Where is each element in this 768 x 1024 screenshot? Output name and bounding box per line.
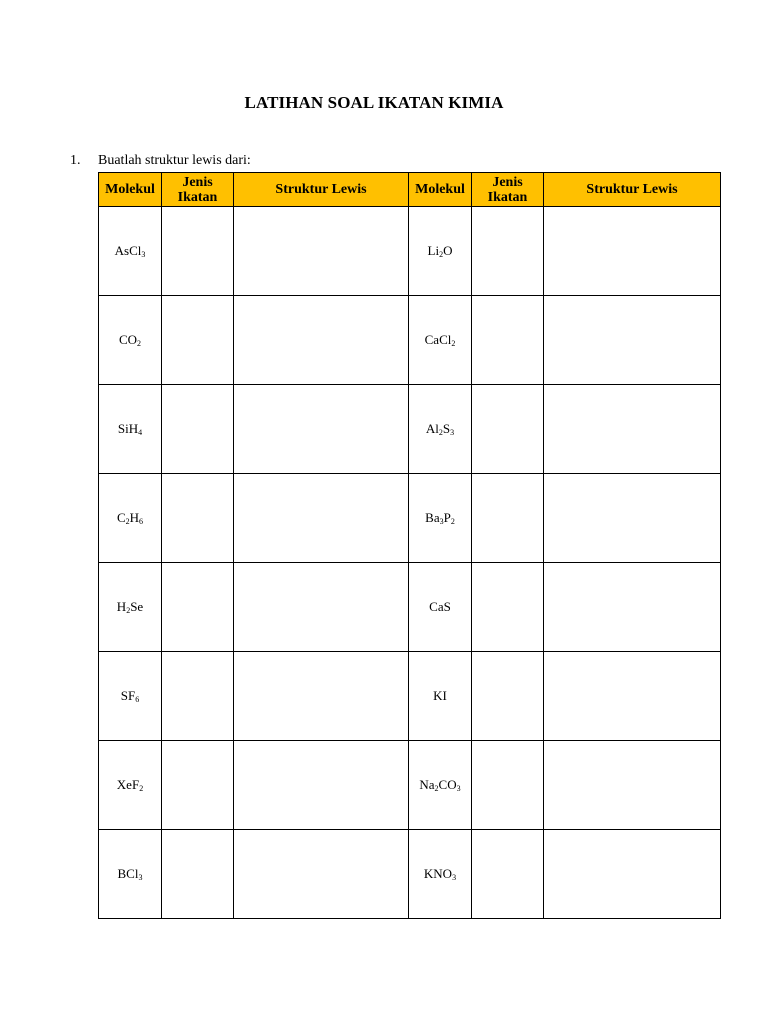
formula-subscript: 3 xyxy=(452,873,457,882)
jenis-ikatan-answer-right[interactable] xyxy=(472,474,544,563)
jenis-ikatan-answer-left[interactable] xyxy=(162,563,234,652)
struktur-lewis-answer-right[interactable] xyxy=(544,385,721,474)
formula-text: KI xyxy=(433,688,447,703)
struktur-lewis-answer-right[interactable] xyxy=(544,741,721,830)
struktur-lewis-answer-left[interactable] xyxy=(234,207,409,296)
formula-subscript: 2 xyxy=(451,339,456,348)
molecule-cell-right xyxy=(409,830,472,919)
table-row xyxy=(99,296,721,385)
struktur-lewis-answer-right[interactable] xyxy=(544,563,721,652)
jenis-ikatan-answer-right[interactable] xyxy=(472,296,544,385)
jenis-ikatan-answer-right[interactable] xyxy=(472,830,544,919)
table-row xyxy=(99,830,721,919)
formula-subscript: 2 xyxy=(434,784,439,793)
header-jenis-line1: Jenis xyxy=(492,174,523,190)
jenis-ikatan-answer-left[interactable] xyxy=(162,652,234,741)
molecule-cell-left xyxy=(99,652,162,741)
struktur-lewis-answer-left[interactable] xyxy=(234,385,409,474)
formula-subscript: 3 xyxy=(439,517,444,526)
table-row xyxy=(99,563,721,652)
formula-text: H xyxy=(116,599,127,614)
formula-subscript: 3 xyxy=(456,784,461,793)
table-row xyxy=(99,385,721,474)
molecule-cell-left xyxy=(99,207,162,296)
formula-subscript: 2 xyxy=(450,517,455,526)
formula-text: S xyxy=(442,421,451,436)
molecule-cell-left xyxy=(99,385,162,474)
header-struktur-lewis-right: Struktur Lewis xyxy=(544,173,721,207)
struktur-lewis-answer-left[interactable] xyxy=(234,741,409,830)
molecule-cell-right xyxy=(409,563,472,652)
formula-text: Se xyxy=(130,599,144,614)
table-row xyxy=(99,652,721,741)
formula-subscript: 2 xyxy=(137,339,142,348)
document-title: LATIHAN SOAL IKATAN KIMIA xyxy=(244,93,504,112)
question-number: 1. xyxy=(70,153,81,168)
molecule-cell-right xyxy=(409,652,472,741)
header-jenis-line2: Ikatan xyxy=(177,189,218,205)
struktur-lewis-answer-left[interactable] xyxy=(234,830,409,919)
molecule-cell-left xyxy=(99,296,162,385)
formula-text: H xyxy=(129,510,140,525)
molecule-cell-right xyxy=(409,741,472,830)
struktur-lewis-answer-right[interactable] xyxy=(544,207,721,296)
formula-text: Al xyxy=(425,421,439,436)
molecule-cell-right xyxy=(409,296,472,385)
jenis-ikatan-answer-right[interactable] xyxy=(472,652,544,741)
formula-text: BCl xyxy=(117,866,139,881)
header-jenis-ikatan-right xyxy=(472,173,544,207)
formula-subscript: 3 xyxy=(450,428,455,437)
table-body xyxy=(99,207,721,919)
molecule-cell-right xyxy=(409,207,472,296)
jenis-ikatan-answer-right[interactable] xyxy=(472,741,544,830)
formula-subscript: 6 xyxy=(135,695,140,704)
jenis-ikatan-answer-left[interactable] xyxy=(162,296,234,385)
formula-subscript: 3 xyxy=(141,250,146,259)
formula-subscript: 2 xyxy=(125,517,130,526)
jenis-ikatan-answer-left[interactable] xyxy=(162,207,234,296)
lewis-structure-table xyxy=(98,172,721,919)
header-molekul-left: Molekul xyxy=(99,173,162,207)
header-jenis-ikatan-left xyxy=(162,173,234,207)
jenis-ikatan-answer-right[interactable] xyxy=(472,207,544,296)
formula-text: CaCl xyxy=(424,332,452,347)
struktur-lewis-answer-left[interactable] xyxy=(234,563,409,652)
formula-text: CO xyxy=(118,332,138,347)
molecule-cell-left xyxy=(99,830,162,919)
formula-text: CO xyxy=(438,777,457,792)
struktur-lewis-answer-right[interactable] xyxy=(544,296,721,385)
formula-subscript: 2 xyxy=(439,250,444,259)
table-header-row xyxy=(99,173,721,207)
jenis-ikatan-answer-left[interactable] xyxy=(162,474,234,563)
formula-subscript: 2 xyxy=(438,428,443,437)
formula-text: P xyxy=(443,510,451,525)
question-1 xyxy=(70,153,251,169)
molecule-cell-right xyxy=(409,385,472,474)
table-row xyxy=(99,741,721,830)
header-jenis-line1: Jenis xyxy=(182,174,213,190)
header-struktur-lewis-left: Struktur Lewis xyxy=(234,173,409,207)
formula-text: Li xyxy=(427,243,440,258)
struktur-lewis-answer-right[interactable] xyxy=(544,652,721,741)
molecule-cell-left xyxy=(99,563,162,652)
molecule-cell-right xyxy=(409,474,472,563)
formula-text: Na xyxy=(419,777,435,792)
struktur-lewis-answer-left[interactable] xyxy=(234,652,409,741)
formula-text: CaS xyxy=(429,599,451,614)
struktur-lewis-answer-left[interactable] xyxy=(234,296,409,385)
formula-text: C xyxy=(116,510,126,525)
header-molekul-right: Molekul xyxy=(409,173,472,207)
struktur-lewis-answer-right[interactable] xyxy=(544,474,721,563)
question-text: Buatlah struktur lewis dari: xyxy=(98,153,251,168)
jenis-ikatan-answer-right[interactable] xyxy=(472,563,544,652)
formula-text: XeF xyxy=(116,777,140,792)
formula-subscript: 6 xyxy=(139,517,144,526)
struktur-lewis-answer-left[interactable] xyxy=(234,474,409,563)
molecule-cell-left xyxy=(99,474,162,563)
formula-text: Ba xyxy=(425,510,440,525)
formula-text: KNO xyxy=(423,866,453,881)
formula-text: SF xyxy=(120,688,136,703)
formula-subscript: 2 xyxy=(126,606,131,615)
header-jenis-line2: Ikatan xyxy=(487,189,528,205)
formula-subscript: 3 xyxy=(138,873,143,882)
formula-text: O xyxy=(443,243,453,258)
table-row xyxy=(99,207,721,296)
molecule-cell-left xyxy=(99,741,162,830)
formula-text: SiH xyxy=(117,421,139,436)
struktur-lewis-answer-right[interactable] xyxy=(544,830,721,919)
formula-subscript: 4 xyxy=(138,428,143,437)
formula-subscript: 2 xyxy=(139,784,144,793)
jenis-ikatan-answer-left[interactable] xyxy=(162,385,234,474)
table-row xyxy=(99,474,721,563)
jenis-ikatan-answer-left[interactable] xyxy=(162,830,234,919)
formula-text: AsCl xyxy=(114,243,142,258)
jenis-ikatan-answer-left[interactable] xyxy=(162,741,234,830)
jenis-ikatan-answer-right[interactable] xyxy=(472,385,544,474)
